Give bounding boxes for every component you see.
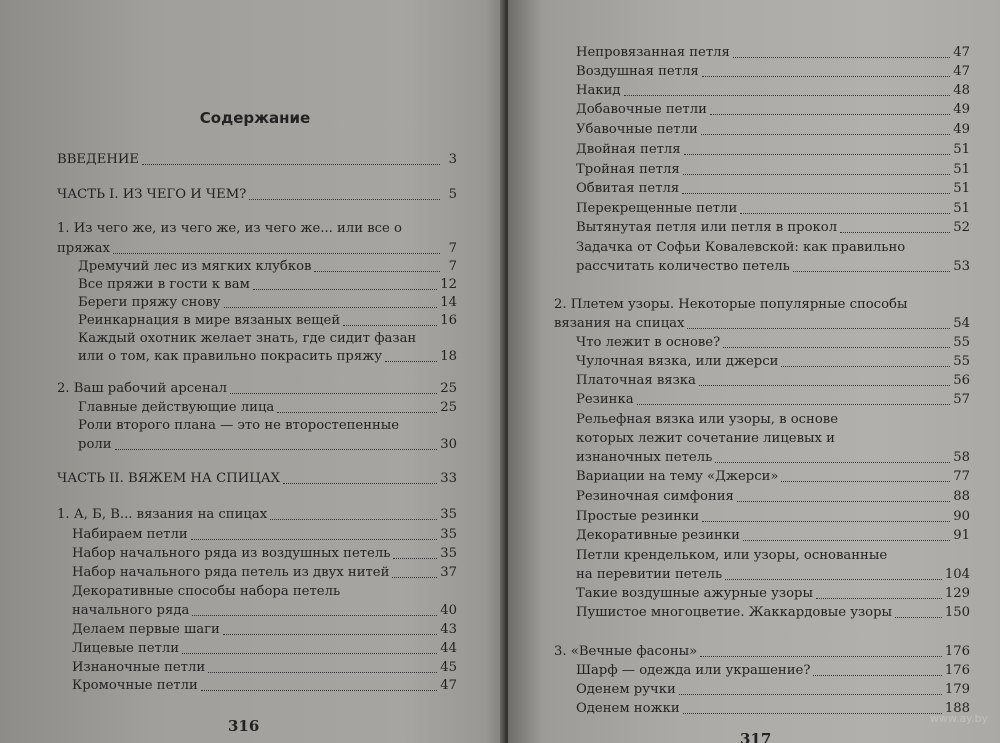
toc-entry: Непровязанная петля 47 (576, 45, 970, 60)
toc-entry: Реинкарнация в мире вязаных вещей 16 (78, 313, 457, 328)
toc-entry: Декоративные способы набора петель (72, 584, 341, 599)
toc-entry: Добавочные петли 49 (576, 102, 970, 117)
toc-entry: Дремучий лес из мягких клубков 7 (78, 259, 457, 274)
toc-entry: Пушистое многоцветие. Жаккардовые узоры 150 (576, 605, 970, 620)
toc-entry: Воздушная петля 47 (576, 64, 970, 79)
toc-entry: 1. Из чего же, из чего же, из чего же... или все о (57, 221, 402, 236)
toc-entry: рассчитать количество петель 53 (576, 259, 970, 274)
toc-entry: Двойная петля 51 (576, 142, 970, 157)
toc-entry: Делаем первые шаги 43 (72, 622, 457, 637)
watermark: www.ay.by (929, 712, 988, 725)
toc-entry: Кромочные петли 47 (72, 678, 457, 693)
toc-entry: или о том, как правильно покрасить пряжу 18 (78, 349, 457, 364)
toc-entry: 2. Плетем узоры. Некоторые популярные способы (554, 297, 908, 312)
toc-entry: Платочная вязка 56 (576, 373, 970, 388)
toc-entry: Накид 48 (576, 83, 970, 98)
toc-entry: Шарф — одежда или украшение? 176 (576, 663, 970, 678)
toc-entry: изнаночных петель 58 (576, 450, 970, 465)
toc-entry: начального ряда 40 (72, 603, 457, 618)
toc-entry: которых лежит сочетание лицевых и (576, 431, 835, 446)
toc-entry: Убавочные петли 49 (576, 122, 970, 137)
toc-entry: на перевитии петель 104 (576, 567, 970, 582)
toc-entry: 1. А, Б, В... вязания на спицах 35 (57, 507, 457, 522)
page-number: 316 (228, 717, 260, 735)
toc-entry: Оденем ножки 188 (576, 701, 970, 716)
toc-entry: роли 30 (78, 437, 457, 452)
toc-entry: ЧАСТЬ I. ИЗ ЧЕГО И ЧЕМ? 5 (57, 187, 457, 202)
toc-entry: ВВЕДЕНИЕ 3 (57, 152, 457, 167)
toc-entry: Набор начального ряда петель из двух нитей 37 (72, 565, 457, 580)
toc-entry: Тройная петля 51 (576, 162, 970, 177)
toc-entry: Вытянутая петля или петля в прокол 52 (576, 220, 970, 235)
toc-entry: Все пряжи в гости к вам 12 (78, 277, 457, 292)
toc-entry: Перекрещенные петли 51 (576, 201, 970, 216)
toc-entry: 3. «Вечные фасоны» 176 (554, 644, 970, 659)
toc-entry: Петли крендельком, или узоры, основанные (576, 548, 888, 563)
contents-title: Содержание (199, 109, 311, 127)
toc-entry: Роли второго плана — это не второстепенные (78, 418, 400, 433)
toc-entry: ЧАСТЬ II. ВЯЖЕМ НА СПИЦАХ 33 (57, 471, 457, 486)
right-page (508, 0, 1000, 743)
toc-entry: Обвитая петля 51 (576, 181, 970, 196)
page-number: 317 (740, 730, 772, 743)
toc-entry: Изнаночные петли 45 (72, 660, 457, 675)
toc-entry: Декоративные резинки 91 (576, 528, 970, 543)
toc-entry: 2. Ваш рабочий арсенал 25 (57, 381, 457, 396)
toc-entry: Рельефная вязка или узоры, в основе (576, 412, 839, 427)
toc-entry: Задачка от Софьи Ковалевской: как правильно (576, 240, 906, 255)
toc-entry: Резиночная симфония 88 (576, 489, 970, 504)
toc-entry: Главные действующие лица 25 (78, 400, 457, 415)
toc-entry: Оденем ручки 179 (576, 682, 970, 697)
toc-entry: Такие воздушные ажурные узоры 129 (576, 586, 970, 601)
toc-entry: Резинка 57 (576, 392, 970, 407)
toc-entry: Набор начального ряда из воздушных петель 35 (72, 546, 457, 561)
toc-entry: Вариации на тему «Джерси» 77 (576, 469, 970, 484)
toc-entry: Каждый охотник желает знать, где сидит фазан (78, 331, 417, 346)
toc-entry: Лицевые петли 44 (72, 641, 457, 656)
toc-entry: Набираем петли 35 (72, 527, 457, 542)
toc-entry: Что лежит в основе? 55 (576, 335, 970, 350)
toc-entry: пряжах 7 (57, 241, 457, 256)
toc-entry: вязания на спицах 54 (554, 316, 970, 331)
toc-entry: Простые резинки 90 (576, 509, 970, 524)
toc-entry: Береги пряжу снову 14 (78, 295, 457, 310)
toc-entry: Чулочная вязка, или джерси 55 (576, 354, 970, 369)
